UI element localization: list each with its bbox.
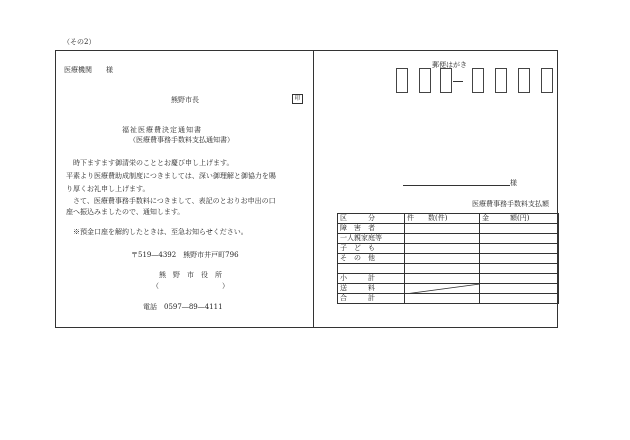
postal-code-box-6 <box>518 68 530 93</box>
diagonal-slash <box>405 284 480 294</box>
row-label: そ の 他 <box>338 254 405 264</box>
fee-table-header <box>338 214 559 224</box>
body-line-4: さて、医療費事務手数料につきまして、表記のとおりお申出の口 <box>66 197 276 205</box>
postcard-label: 郵便はがき <box>432 61 467 69</box>
postal-code-box-2 <box>419 68 431 93</box>
recipient-line <box>403 185 510 186</box>
row-label <box>338 264 405 274</box>
table-row <box>338 234 559 244</box>
table-row <box>338 254 559 264</box>
office-address: 〒519―4392 熊野市井戸町796 <box>131 251 239 259</box>
postal-code-box-1 <box>396 68 408 93</box>
fee-table <box>337 213 559 304</box>
body-line-1: 時下ますます御清栄のこととお慶び申し上げます。 <box>66 159 234 167</box>
postal-code-box-5 <box>495 68 507 93</box>
table-row <box>338 284 559 294</box>
office-name: 熊 野 市 役 所 <box>159 271 222 279</box>
body-line-5: 座へ振込みましたので、通知します。 <box>66 208 185 216</box>
recipient-suffix: 様 <box>510 179 517 187</box>
fee-table-title: 医療費事務手数料支払額 <box>472 200 549 208</box>
postal-code-box-4 <box>472 68 484 93</box>
table-row <box>338 294 559 304</box>
page-label: （その2） <box>63 38 96 46</box>
table-row <box>338 244 559 254</box>
row-label: 送 料 <box>338 284 405 294</box>
postal-code-box-7 <box>541 68 553 93</box>
row-label: 一人親家庭等 <box>338 234 405 244</box>
table-row <box>338 274 559 284</box>
postal-code-dash <box>453 81 463 82</box>
office-phone: 電話 0597―89―4111 <box>143 303 223 311</box>
row-label: 障 害 者 <box>338 224 405 234</box>
table-row <box>338 224 559 234</box>
header-category: 区 分 <box>338 214 405 224</box>
body-line-3: り厚くお礼申し上げます。 <box>66 185 150 193</box>
account-note: ※預金口座を解約したときは、至急お知らせください。 <box>73 228 248 236</box>
notice-title: 福祉医療費決定通知書 <box>122 126 202 134</box>
notice-subtitle: （医療費事務手数料支払通知書） <box>129 136 234 144</box>
sender-name: 熊野市長 <box>171 96 199 104</box>
seal-mark: 印 <box>292 94 303 104</box>
header-count: 件 数(件) <box>405 214 480 224</box>
body-line-2: 平素より医療費助成制度につきましては、深い御理解と御協力を賜 <box>66 172 276 180</box>
table-row <box>338 264 559 274</box>
postage-count-slashed <box>405 284 480 294</box>
row-label: 子 ど も <box>338 244 405 254</box>
row-label: 小 計 <box>338 274 405 284</box>
header-amount: 金 額(円) <box>480 214 559 224</box>
center-divider <box>313 50 314 328</box>
postal-code-box-3 <box>440 68 452 93</box>
addressee: 医療機関 様 <box>64 66 113 74</box>
row-label: 合 計 <box>338 294 405 304</box>
office-paren: （ ） <box>152 282 229 290</box>
